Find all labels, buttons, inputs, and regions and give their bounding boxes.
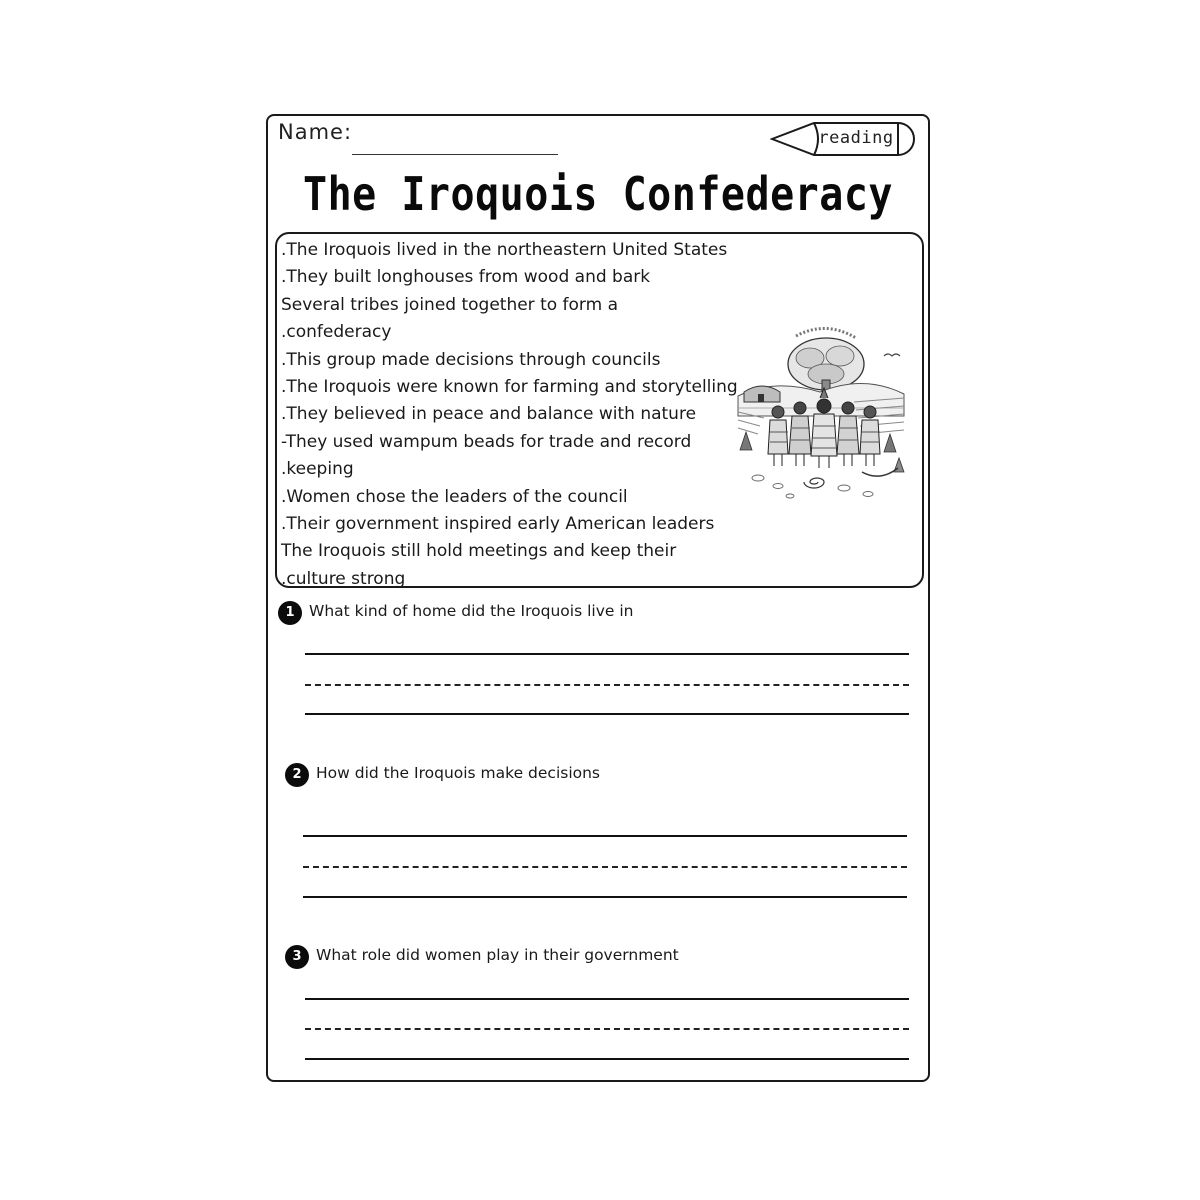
passage-line: .They believed in peace and balance with nature [281, 404, 697, 425]
passage-line: .The Iroquois were known for farming and storytelling [281, 377, 738, 398]
answer-line[interactable] [305, 1058, 909, 1060]
subject-tag: reading [818, 128, 894, 148]
passage-line: The Iroquois still hold meetings and keep their [281, 541, 677, 562]
question-number-badge: 1 [278, 601, 302, 625]
passage-line: .The Iroquois lived in the northeastern United States [281, 240, 728, 260]
question-text: How did the Iroquois make decisions [316, 764, 601, 782]
passage-line: .culture strong [281, 568, 406, 589]
answer-line[interactable] [303, 896, 907, 898]
answer-line[interactable] [305, 713, 909, 715]
answer-line[interactable] [305, 653, 909, 655]
question-number-badge: 2 [285, 763, 309, 787]
question-text: What role did women play in their government [316, 946, 679, 964]
name-label: Name: [278, 120, 353, 144]
name-write-line[interactable] [352, 154, 558, 155]
answer-guide-line [303, 866, 907, 868]
passage-line: .This group made decisions through councils [281, 349, 661, 370]
passage-line: .confederacy [281, 322, 392, 343]
passage-line: .They built longhouses from wood and bark [281, 267, 651, 288]
passage-line: Several tribes joined together to form a [281, 294, 619, 315]
passage-line: -They used wampum beads for trade and record [281, 431, 692, 452]
question-number-badge: 3 [285, 945, 309, 969]
passage-line: .keeping [281, 459, 354, 480]
passage-line: .Women chose the leaders of the council [281, 486, 628, 507]
answer-guide-line [305, 1028, 909, 1030]
answer-guide-line [305, 684, 909, 686]
iroquois-people-illustration [734, 322, 906, 502]
reading-passage [281, 237, 741, 593]
question-text: What kind of home did the Iroquois live in [309, 602, 634, 620]
answer-line[interactable] [305, 998, 909, 1000]
passage-line: .Their government inspired early American leaders [281, 514, 715, 535]
page-title: The Iroquois Confederacy [303, 168, 893, 222]
answer-line[interactable] [303, 835, 907, 837]
